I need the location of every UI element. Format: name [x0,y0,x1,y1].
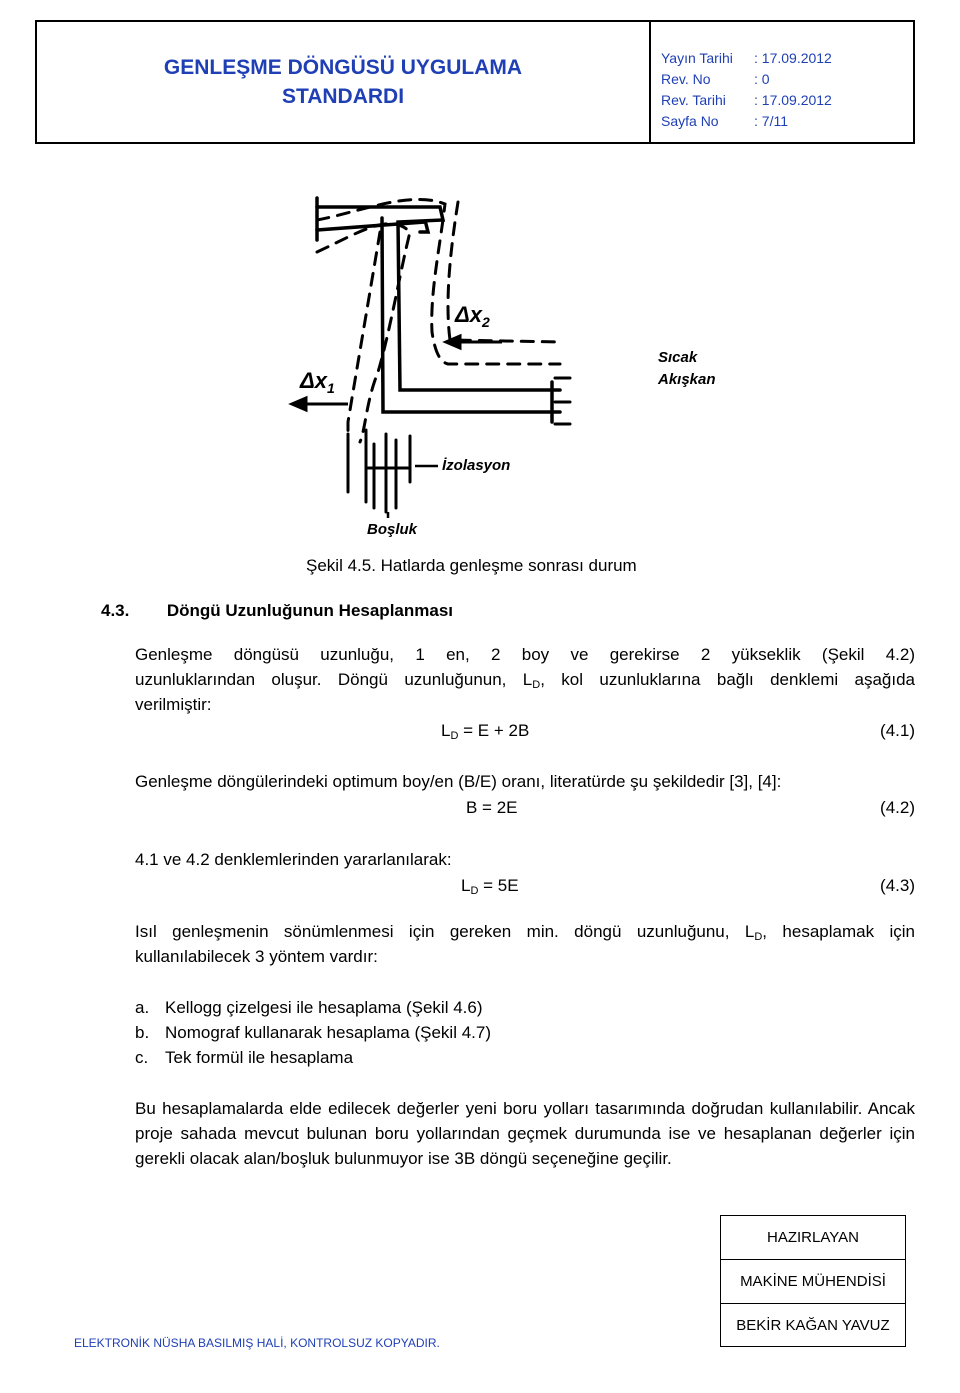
signature-box [720,1215,906,1347]
sicak-label: Sıcak [658,349,698,366]
list-item: c. Tek formül ile hesaplama [135,1048,354,1067]
paragraph-3: 4.1 ve 4.2 denklemlerinden yararlanılarak: [135,850,452,869]
signature-title: MAKİNE MÜHENDİSİ [721,1260,905,1304]
document-header [35,20,915,144]
meta-value: : 17.09.2012 [754,50,832,66]
meta-value: : 7/11 [754,113,788,129]
section-number: 4.3. [101,601,130,620]
paragraph-line: verilmiştir: [135,695,212,714]
document-meta [661,48,911,132]
paragraph-2: Genleşme döngülerindeki optimum boy/en (B/E) oranı, literatürde şu şekildedir [3], [4]: [135,772,782,791]
equation-number: (4.3) [880,876,915,895]
akiskan-label: Akışkan [658,371,716,388]
figure-caption: Şekil 4.5. Hatlarda genleşme sonrası durum [306,556,637,575]
meta-label: Rev. No [661,71,711,87]
equation-body: $L_D = E + 2B$ [441,721,530,742]
dx2-label: $\Delta x_2$ [455,302,490,330]
paragraph-4 [135,919,915,969]
bosluk-label: Boşluk [367,521,418,538]
meta-label: Rev. Tarihi [661,92,726,108]
meta-value: : 17.09.2012 [754,92,832,108]
list-item: b. Nomograf kullanarak hesaplama (Şekil 4.7) [135,1023,491,1042]
paragraph-line: kullanılabilecek 3 yöntem vardır: [135,947,378,966]
meta-row [661,90,911,111]
equation-body: $L_D = 5E$ [461,876,519,897]
equation-number: (4.2) [880,798,915,817]
paragraph-line: Isıl genleşmenin sönümlenmesi için gereken min. döngü uzunluğunu, $L_D$, hesaplamak için [135,922,915,943]
dashed-expanded-outline [317,199,560,442]
signature-role: HAZIRLAYAN [721,1216,905,1260]
document-title: GENLEŞME DÖNGÜSÜ UYGULAMA STANDARDI [163,56,523,108]
section-heading [101,598,453,623]
meta-value: : 0 [754,71,770,87]
meta-label: Sayfa No [661,113,719,129]
pipe-expansion-figure [270,172,730,548]
footer-note: ELEKTRONİK NÜSHA BASILMIŞ HALİ, KONTROLSUZ KOPYADIR. [74,1336,440,1350]
paragraph-5: Bu hesaplamalarda elde edilecek değerler yeni boru yolları tasarımında doğrudan kullanılabilir. Ancak proje sahada mevcut bulunan boru yollarından geçmek durumunda ise ve hesaplanan değerler için gerekli olacak alan/boşluk bulunmuyor ise 3B döngü seçeneğine geçilir. [135,1099,915,1168]
equation-body: B = 2E [466,798,518,817]
paragraph-1 [135,642,915,717]
meta-row [661,48,911,69]
header-title-cell [37,22,651,142]
section-title: Döngü Uzunluğunun Hesaplanması [166,601,453,620]
signature-name: BEKİR KAĞAN YAVUZ [736,1317,890,1334]
list-item: a. Kellogg çizelgesi ile hesaplama (Şekil 4.6) [135,998,483,1017]
meta-row [661,111,911,132]
dx1-label: $\Delta x_1$ [300,368,335,396]
paragraph-line: uzunluklarından oluşur. Döngü uzunluğunun, $L_D$, kol uzunluklarına bağlı denklemi aşağıda [135,670,915,691]
meta-label: Yayın Tarihi [661,50,733,66]
equation-number: (4.1) [880,721,915,740]
izolasyon-label: İzolasyon [442,457,511,474]
method-list [135,995,491,1070]
meta-row [661,69,911,90]
paragraph-line: Genleşme döngüsü uzunluğu, 1 en, 2 boy ve gerekirse 2 yükseklik (Şekil 4.2) [135,645,915,664]
